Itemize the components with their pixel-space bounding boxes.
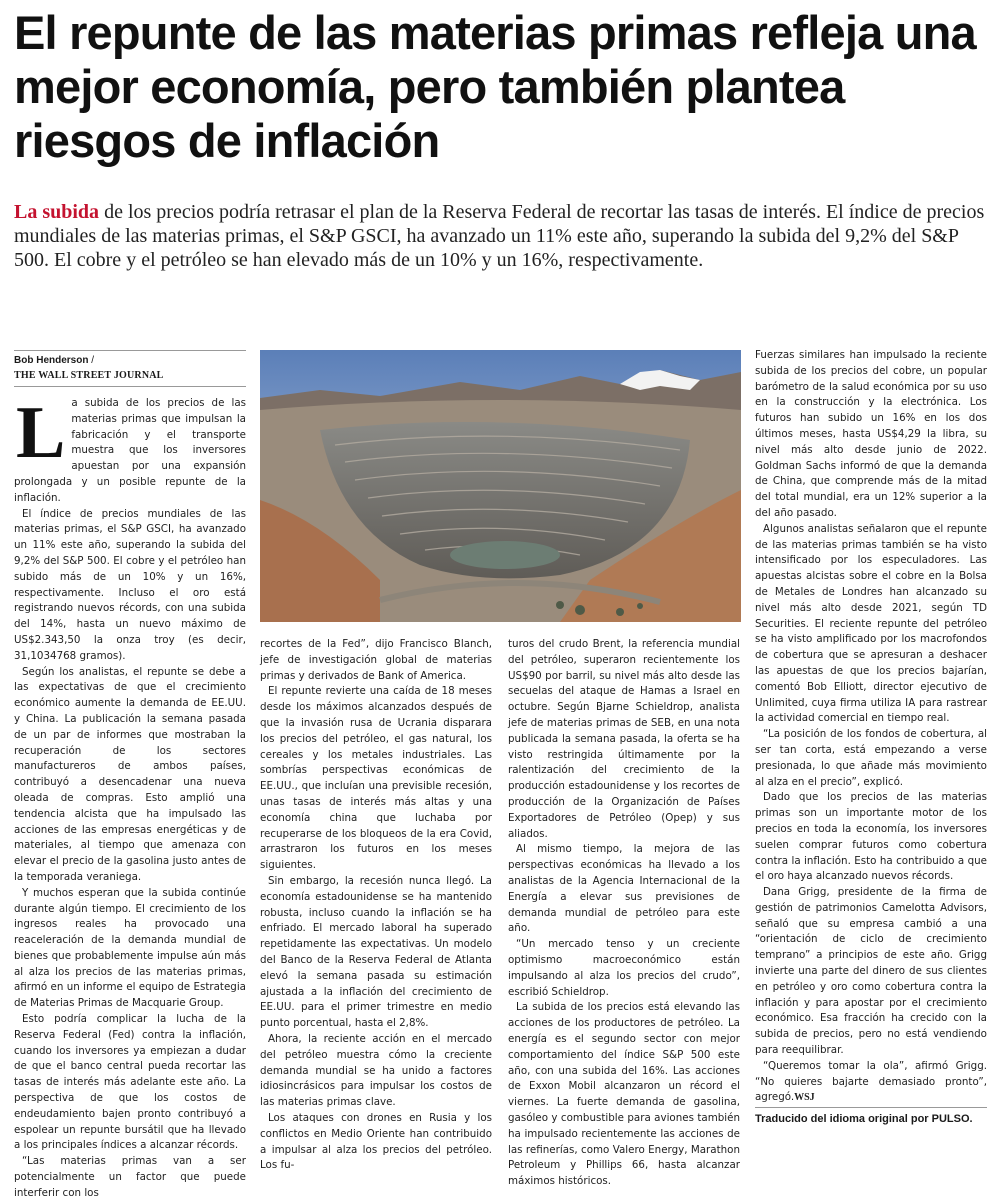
- paragraph: Ahora, la reciente acción en el mercado del petróleo muestra cómo la creciente demanda mundial se ha unido a factores idiosincrásicos para impulsar los costos de las materias primas clave.: [260, 1032, 492, 1109]
- paragraph: “La posición de los fondos de cobertura, al ser tan corta, está empezando a verse presionada, lo que añade más movimiento al alza en el precio”, explicó.: [755, 728, 987, 788]
- byline: [14, 350, 246, 387]
- mine-landscape-illustration: [260, 350, 741, 622]
- wsj-signoff: WSJ: [794, 1092, 815, 1104]
- headline: El repunte de las materias primas refleja una mejor economía, pero también plantea riesgos de inflación: [14, 6, 976, 167]
- lede-lead-in: La subida: [14, 201, 100, 223]
- paragraph: Algunos analistas señalaron que el repunte de las materias primas también se ha visto intensificado por los especuladores. Las apuestas alcistas sobre el cobre en la Bolsa de Metales de Londres han alcanzado su nivel más alto desde 2021, según TD Securities. El reciente repunte del petróleo se ha visto amplificado por los macrofondos de cobertura que se apresuran a deshacer las apuestas de que los precios bajarían, comentó Bob Elliott, director ejecutivo de Unlimited, cuya firma utiliza IA para rastrear la actividad comercial en tiempo real.: [755, 522, 987, 725]
- paragraph: Dana Grigg, presidente de la firma de gestión de patrimonios Camelotta Advisors, señaló que su empresa cambió a una “orientación de ciclo de crecimiento temprano” a principios de este año. Grigg invierte una parte del dinero de sus clientes en petróleo y oro como cobertura contra la inflación y para apostar por el crecimiento económico. Esa fracción ha crecido con la subida de precios, pero no está vendiendo para reequilibrar.: [755, 886, 987, 1057]
- article-column-1: [14, 392, 246, 1199]
- paragraph: turos del crudo Brent, la referencia mundial del petróleo, superaron recientemente los US$90 por barril, su nivel más alto desde las secuelas del ataque de Hamas a Israel en octubre. Según Bjarne Schieldrop, analista jefe de materias primas de SEB, en una nota publicada la semana pasada, la oferta se ha visto restringida últimamente por la ralentización del crecimiento de la producción estadounidense y los recortes de producción de la Organización de Países Exportadores de Petróleo (Opep) y sus aliados.: [508, 638, 740, 840]
- article-column-3: [508, 637, 740, 1188]
- paragraph: Los ataques con drones en Rusia y los conflictos en Medio Oriente han contribuido a impulsar al alza los precios del petróleo. Los fu-: [260, 1111, 492, 1172]
- paragraph: Esto podría complicar la lucha de la Reserva Federal (Fed) contra la inflación, cuando los inversores ya empiezan a dudar de que el banco central pueda recortar las tasas de interés más adelante este año. La perspectiva de que los costos de endeudamiento bajen pronto contribuyó a espolear un repunte bursátil que ha llevado a los principales índices a alcanzar récords.: [14, 1013, 246, 1152]
- paragraph: El índice de precios mundiales de las materias primas, el S&P GSCI, ha avanzado un 11% este año, superando la subida del 9,2% del S&P 500. El cobre y el petróleo han subido más de un 10% y un 16%, respectivamente. Incluso el oro está registrando nuevos récords, con una subida del 14%, hasta un nuevo máximo de US$2.343,50 la onza troy (es decir, 31,1034768 gramos).: [14, 507, 246, 662]
- paragraph: “Las materias primas van a ser potencialmente un factor que puede interferir con los: [14, 1155, 246, 1199]
- drop-cap: L: [16, 392, 66, 474]
- lede-text: de los precios podría retrasar el plan de la Reserva Federal de recortar las tasas de interés. El índice de precios mundiales de las materias primas, el S&P GSCI, ha avanzado un 11% este año, superando la subida del 9,2% del S&P 500. El cobre y el petróleo se han elevado más de un 10% y un 16%, respectivamente.: [14, 201, 985, 271]
- paragraph: Y muchos esperan que la subida continúe durante algún tiempo. El crecimiento de los ingresos reales ha provocado una reaceleración de la demanda mundial de bienes que probablemente impulse aún más al alza los precios de las materias primas, afirmó en un informe el equipo de Estrategia de Materias Primas de Macquarie Group.: [14, 886, 246, 1010]
- byline-author: Bob Henderson: [14, 355, 89, 366]
- paragraph: “Un mercado tenso y un creciente optimismo macroeconómico están impulsando al alza los precios del crudo”, escribió Schieldrop.: [508, 938, 740, 998]
- closing-paragraph: “Queremos tomar la ola”, afirmó Grigg. “No quieres bajarte demasiado pronto”, agregó.: [755, 1059, 987, 1104]
- paragraph: Dado que los precios de las materias primas son un importante motor de los precios en toda la economía, los inversores suelen comprar futuros como cobertura contra la inflación. Esto ha contribuido a que el oro haya alcanzado nuevos récords.: [755, 791, 987, 883]
- translation-credit: Traducido del idioma original por PULSO.: [755, 1107, 987, 1126]
- paragraph: Según los analistas, el repunte se debe a las expectativas de que el crecimiento económico aumente la demanda de EE.UU. y China. La publicación la semana pasada de un par de informes que mostraban la recuperación de los sectores manufactureros de ambos países, contribuyó a desencadenar una nueva oleada de compras. Esto amplió una tendencia alcista que ha impulsado las acciones de las empresas energéticas y de materiales, al tiempo que amenaza con elevar el precio de la gasolina justo antes de la temporada veraniega.: [14, 665, 246, 883]
- paragraph: recortes de la Fed”, dijo Francisco Blanch, jefe de investigación global de materias primas y derivados de Bank of America.: [260, 638, 492, 682]
- paragraph: Al mismo tiempo, la mejora de las perspectivas económicas ha llevado a los analistas de la Agencia Internacional de la Energía a elevar sus previsiones de demanda mundial de petróleo para este año.: [508, 843, 740, 935]
- paragraph: La subida de los precios está elevando las acciones de los productores de petróleo. La energía es el segundo sector con mejor comportamiento del índice S&P 500 este año, con una subida del 16%. Las acciones de Exxon Mobil alcanzaron un récord el viernes. La fuerte demanda de gasolina, gasóleo y combustible para aviones también ha impulsado recientemente las acciones de las refinerías, como Valero Energy, Marathon Petroleum y Phillips 66, hasta alcanzar máximos históricos.: [508, 1001, 740, 1188]
- byline-publication: THE WALL STREET JOURNAL: [14, 370, 164, 381]
- lede: [14, 200, 986, 272]
- paragraph: Sin embargo, la recesión nunca llegó. La economía estadounidense se ha mantenido robusta, incluso cuando la inflación se ha enfriado. El mercado laboral ha superado repetidamente las expectativas. Un modelo del Banco de la Reserva Federal de Atlanta elevó la semana pasada su estimación ajustada a la inflación del crecimiento de EE.UU. para el primer trimestre en medio punto porcentual, hasta el 2,8%.: [260, 874, 492, 1030]
- open-pit-mine-photo: [260, 350, 741, 622]
- byline-separator: /: [91, 355, 95, 366]
- paragraph: El repunte revierte una caída de 18 meses desde los máximos alcanzados después de que la invasión rusa de Ucrania disparara los precios del petróleo, el gas natural, los cereales y los metales industriales. Las sombrías perspectivas económicas de EE.UU., que incluían una previsible recesión, unas tasas de interés más altas y una economía china que luchaba por recuperarse de los bloqueos de la era Covid, arrastraron los futuros en los meses siguientes.: [260, 685, 492, 872]
- article-column-2: [260, 637, 492, 1172]
- paragraph: [755, 1059, 987, 1106]
- paragraph: a subida de los precios de las materias primas que impulsan la fabricación y el transporte muestra que los inversores apuestan por una expansión prolongada y un posible repunte de la inflación.: [14, 397, 246, 504]
- article-column-4: [755, 348, 987, 1104]
- paragraph: Fuerzas similares han impulsado la reciente subida de los precios del cobre, un popular barómetro de la salud económica por su uso en la construcción y la electrónica. Los futuros han subido un 16% en los dos últimos meses, hasta US$4,29 la libra, su nivel más alto desde junio de 2022. Goldman Sachs informó de que la demanda de China, que comprende más de la mitad del total mundial, era un 12% superior a la del año pasado.: [755, 349, 987, 519]
- byline-rule: [14, 386, 246, 387]
